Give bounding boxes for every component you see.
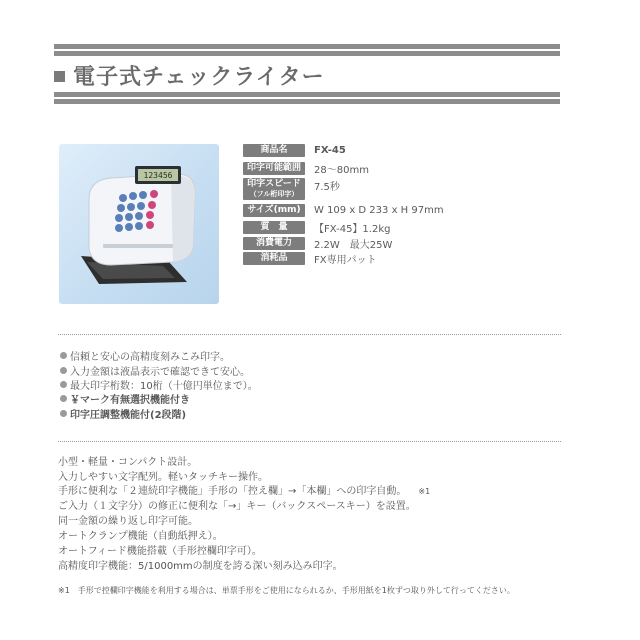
spec-row-print-speed — [243, 178, 340, 200]
bullet-icon — [60, 410, 67, 417]
spec-value: W 109 x D 233 x H 97mm — [314, 205, 444, 216]
spec-label-main: 印字スピード — [247, 179, 301, 189]
description-line: 入力しやすい文字配列。軽いタッチキー操作。 — [58, 472, 268, 483]
list-item: 入力金額は液晶表示で確認できて安心。 — [60, 363, 250, 378]
footnote: ※1 手形で控欄印字機能を利用する場合は、単票手形をご使用になられるか、手形用紙を1枚ずつ取り外して行ってください。 — [58, 586, 515, 595]
spec-value: 【FX-45】1.2kg — [314, 224, 391, 235]
spec-label — [243, 178, 305, 200]
svg-text:123456: 123456 — [143, 171, 173, 180]
spec-label: 消耗品 — [243, 252, 305, 265]
list-item: 最大印字桁数：10桁（十億円単位まで）。 — [60, 377, 258, 392]
bullet-icon — [60, 352, 67, 359]
description-line: ご入力（１文字分）の修正に便利な「→」キー（バックスペースキー）を設置。 — [58, 501, 416, 512]
bullet-icon — [60, 381, 67, 388]
spec-label: サイズ(mm) — [243, 204, 305, 217]
divider — [58, 334, 561, 335]
spec-value-model: FX-45 — [314, 145, 346, 156]
spec-label: 消費電力 — [243, 237, 305, 250]
note-mark: ※1 — [418, 487, 431, 496]
description-line: 同一金額の繰り返し印字可能。 — [58, 516, 198, 527]
spec-value: FX専用パット — [314, 255, 377, 266]
description-line: 手形に便利な「２連続印字機能」手形の「控え欄」→「本欄」への印字自動。 ※1 — [58, 486, 431, 497]
bullet-icon — [60, 367, 67, 374]
list-item: 印字圧調整機能付(2段階) — [60, 406, 186, 421]
spec-row-weight — [243, 220, 390, 235]
header-bar-top-2 — [54, 51, 560, 56]
page-title: 電子式チェックライター — [73, 64, 325, 90]
list-item: ￥マーク有無選択機能付き — [60, 391, 190, 406]
product-image — [59, 144, 219, 304]
spec-row-name — [243, 144, 346, 157]
spec-label: 印字可能範囲 — [243, 162, 305, 175]
header-bar-bottom-2 — [54, 99, 560, 104]
description-line: 小型・軽量・コンパクト設計。 — [58, 457, 198, 468]
spec-value: 2.2W 最大25W — [314, 240, 393, 251]
spec-label: 質 量 — [243, 221, 305, 234]
spec-value: 28～80mm — [314, 165, 369, 176]
spec-row-size — [243, 204, 444, 217]
bullet-icon — [60, 395, 67, 402]
spec-row-supplies — [243, 251, 377, 266]
divider — [58, 441, 561, 442]
title-square-icon — [54, 71, 65, 82]
spec-label: 商品名 — [243, 144, 305, 157]
spec-row-power — [243, 236, 392, 251]
page-title-row — [54, 58, 325, 92]
spec-row-print-range — [243, 161, 369, 176]
header-bar-top-1 — [54, 44, 560, 49]
description-line: 高精度印字機能：5/1000mmの制度を誇る深い刻み込み印字。 — [58, 561, 343, 572]
spec-value: 7.5秒 — [314, 182, 340, 193]
header-bar-bottom-1 — [54, 92, 560, 97]
list-item: 信頼と安心の高精度刻みこみ印字。 — [60, 348, 230, 363]
description-line: オートフィード機能搭載（手形控欄印字可）。 — [58, 546, 262, 557]
spec-label-sub: （フル桁印字） — [249, 190, 299, 198]
description-line: オートクランプ機能（自動紙押え）。 — [58, 531, 223, 542]
